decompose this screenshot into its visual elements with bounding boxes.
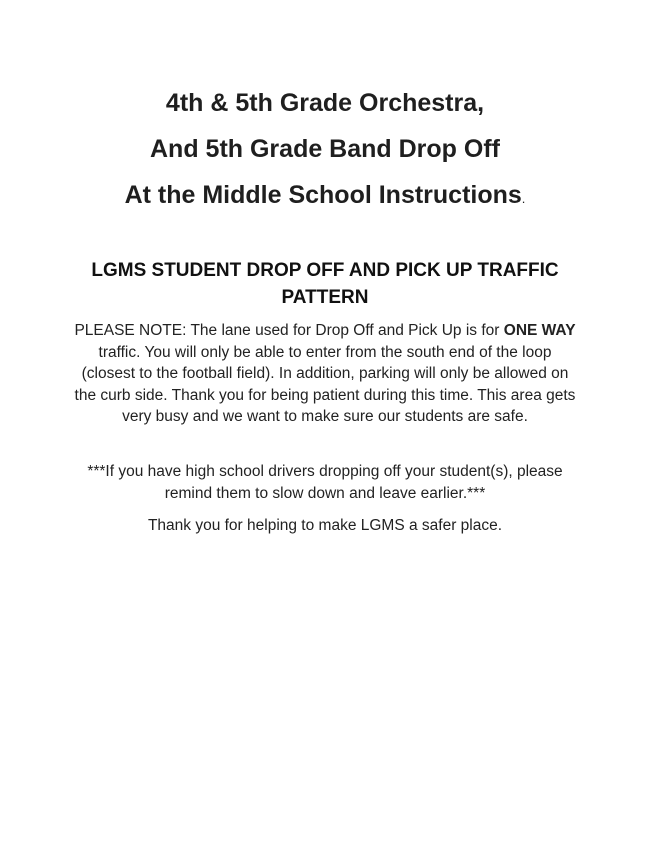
title-block xyxy=(0,88,650,230)
title-line-2: And 5th Grade Band Drop Off xyxy=(150,135,500,163)
thanks-line: Thank you for helping to make LGMS a safer place. xyxy=(147,517,503,534)
notice-paragraph xyxy=(72,320,578,428)
section-heading: LGMS STUDENT DROP OFF AND PICK UP TRAFFIC PATTERN xyxy=(91,260,559,308)
drivers-note: ***If you have high school drivers dropping off your student(s), please remind them to slow down and leave earlier.*** xyxy=(87,463,563,502)
notice-emphasis: ONE WAY xyxy=(503,322,576,339)
title-line-3 xyxy=(0,180,650,214)
notice-part-1: PLEASE NOTE: The lane used for Drop Off and Pick Up is for xyxy=(74,322,504,339)
title-line-3-suffix: . xyxy=(521,191,526,206)
notice-part-2: traffic. You will only be able to enter from the south end of the loop (closest to the football field). In addition, parking will only be allowed on the curb side. Thank you for being patient during this time. This area gets very busy and we want to make sure our students are safe. xyxy=(74,343,576,425)
title-line-1: 4th & 5th Grade Orchestra, xyxy=(165,89,485,117)
title-line-3-text: At the Middle School Instructions xyxy=(124,181,522,209)
